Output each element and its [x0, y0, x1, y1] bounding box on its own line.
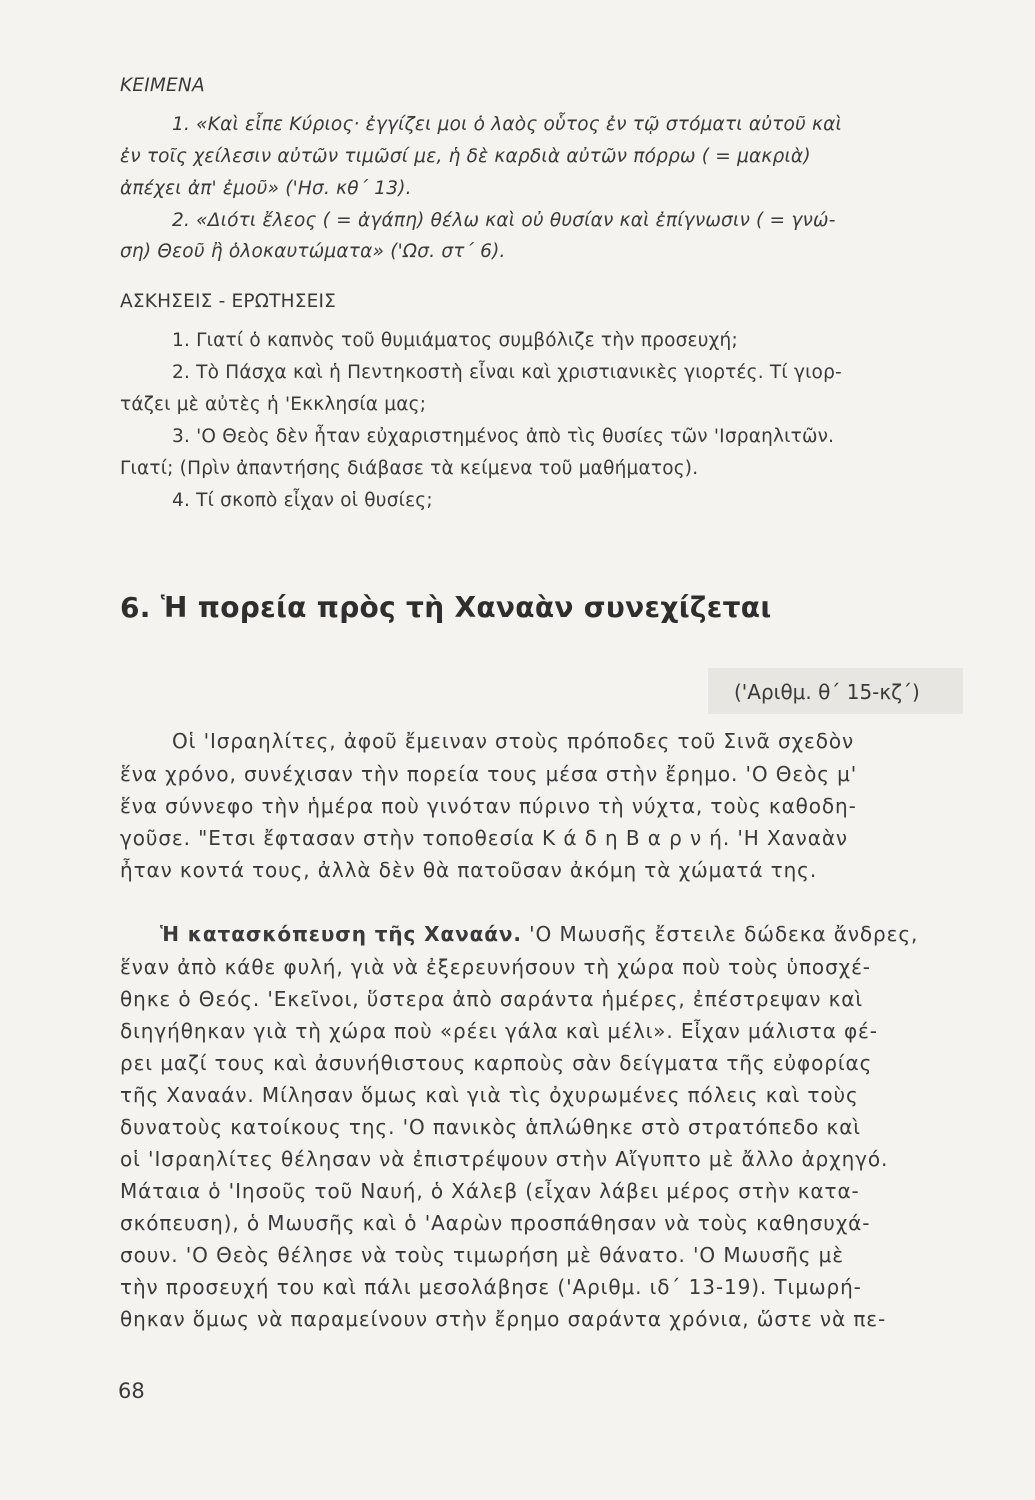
text-line: ἐν τοῖς χείλεσιν αὐτῶν τιμῶσί με, ἡ δὲ καρδιὰ αὐτῶν πόρρω ( = μακριὰ) [120, 146, 811, 167]
paragraph-heading: Ἡ κατασκόπευση τῆς Χαναάν. [160, 922, 522, 946]
paragraph-line: διηγήθηκαν γιὰ τὴ χώρα ποὺ «ρέει γάλα καὶ μέλι». Εἶχαν μάλιστα φέ- [120, 1019, 878, 1043]
text-line: ση) Θεοῦ ἢ ὁλοκαυτώματα» ('Ωσ. στ΄ 6). [120, 241, 506, 262]
paragraph-line: Οἱ 'Ισραηλίτες, ἀφοῦ ἔμειναν στοὺς πρόποδες τοῦ Σινᾶ σχεδὸν [172, 729, 855, 753]
text-line: ἀπέχει ἀπ' ἐμοῦ» ('Ησ. κθ΄ 13). [120, 178, 412, 199]
page-number: 68 [118, 1379, 145, 1403]
paragraph-line: τῆς Χαναάν. Μίλησαν ὅμως καὶ γιὰ τὶς ὀχυρωμένες πόλεις καὶ τοὺς [120, 1083, 859, 1107]
exercise-line: 4. Τί σκοπὸ εἶχαν οἱ θυσίες; [172, 490, 433, 511]
paragraph-first-rest: 'Ο Μωυσῆς ἔστειλε δώδεκα ἄνδρες, [521, 922, 919, 946]
text-line: 1. «Καὶ εἶπε Κύριος· ἐγγίζει μοι ὁ λαὸς οὗτος ἐν τῷ στόματι αὐτοῦ καὶ [172, 114, 842, 135]
paragraph-line: ἕνα σύννεφο τὴν ἡμέρα ποὺ γινόταν πύρινο τὴ νύχτα, τοὺς καθοδη- [120, 794, 857, 818]
paragraph-line: ἕναν ἀπὸ κάθε φυλή, γιὰ νὰ ἐξερευνήσουν τὴ χώρα ποὺ τοὺς ὑποσχέ- [120, 955, 871, 979]
section-label: ΚΕΙΜΕΝΑ [120, 75, 205, 96]
paragraph-line: οἱ 'Ισραηλίτες θέλησαν νὰ ἐπιστρέψουν στὴν Αἴγυπτο μὲ ἄλλο ἀρχηγό. [120, 1147, 889, 1171]
paragraph-line: ρει μαζί τους καὶ ἀσυνήθιστους καρποὺς σὰν δείγματα τῆς εὐφορίας [120, 1051, 873, 1075]
paragraph-line: τὴν προσευχή του καὶ πάλι μεσολάβησε ('Αριθμ. ιδ΄ 13-19). Τιμωρή- [120, 1275, 862, 1299]
paragraph-line: γοῦσε. "Ετσι ἔφτασαν στὴν τοποθεσία Κ ά δ η Β α ρ ν ή. 'Η Χαναὰν [120, 826, 848, 850]
paragraph-line: ἦταν κοντά τους, ἀλλὰ δὲν θὰ πατοῦσαν ἀκόμη τὰ χώματά της. [120, 858, 818, 882]
paragraph-line: δυνατοὺς κατοίκους της. 'Ο πανικὸς ἁπλώθηκε στὸ στρατόπεδο καὶ [120, 1115, 861, 1139]
exercise-line: τάζει μὲ αὐτὲς ἡ 'Εκκλησία μας; [120, 394, 427, 415]
paragraph-line: θηκαν ὅμως νὰ παραμείνουν στὴν ἔρημο σαράντα χρόνια, ὥστε νὰ πε- [120, 1307, 887, 1331]
exercise-line: Γιατί; (Πρὶν ἀπαντήσης διάβασε τὰ κείμενα τοῦ μαθήματος). [120, 458, 699, 479]
paragraph-line: ἕνα χρόνο, συνέχισαν τὴν πορεία τους μέσα στὴν ἔρημο. 'Ο Θεὸς μ' [120, 762, 858, 786]
paragraph-line: Μάταια ὁ 'Ιησοῦς τοῦ Ναυή, ὁ Χάλεβ (εἶχαν λάβει μέρος στὴν κατα- [120, 1179, 860, 1203]
paragraph-line: σουν. 'Ο Θεὸς θέλησε νὰ τοὺς τιμωρήση μὲ θάνατο. 'Ο Μωυσῆς μὲ [120, 1243, 844, 1267]
paragraph-first-line [160, 920, 918, 948]
exercise-line: 1. Γιατί ὁ καπνὸς τοῦ θυμιάματος συμβόλιζε τὴν προσευχή; [172, 330, 738, 351]
paragraph-line: θηκε ὁ Θεός. 'Εκεῖνοι, ὕστερα ἀπὸ σαράντα ἡμέρες, ἐπέστρεψαν καὶ [120, 987, 864, 1011]
scripture-reference: ('Αριθμ. θ΄ 15-κζ΄) [734, 680, 920, 704]
exercises-heading: ΑΣΚΗΣΕΙΣ - ΕΡΩΤΗΣΕΙΣ [120, 291, 337, 312]
lesson-title: 6. Ἡ πορεία πρὸς τὴ Χαναὰν συνεχίζεται [120, 591, 772, 624]
text-line: 2. «Διότι ἔλεος ( = ἀγάπη) θέλω καὶ οὐ θυσίαν καὶ ἐπίγνωσιν ( = γνώ- [172, 210, 836, 231]
exercise-line: 2. Τὸ Πάσχα καὶ ἡ Πεντηκοστὴ εἶναι καὶ χριστιανικὲς γιορτές. Τί γιορ- [172, 362, 842, 383]
exercise-line: 3. 'Ο Θεὸς δὲν ἦταν εὐχαριστημένος ἀπὸ τὶς θυσίες τῶν 'Ισραηλιτῶν. [172, 426, 835, 447]
paragraph-line: σκόπευση), ὁ Μωυσῆς καὶ ὁ 'Ααρὼν προσπάθησαν νὰ τοὺς καθησυχά- [120, 1211, 871, 1235]
